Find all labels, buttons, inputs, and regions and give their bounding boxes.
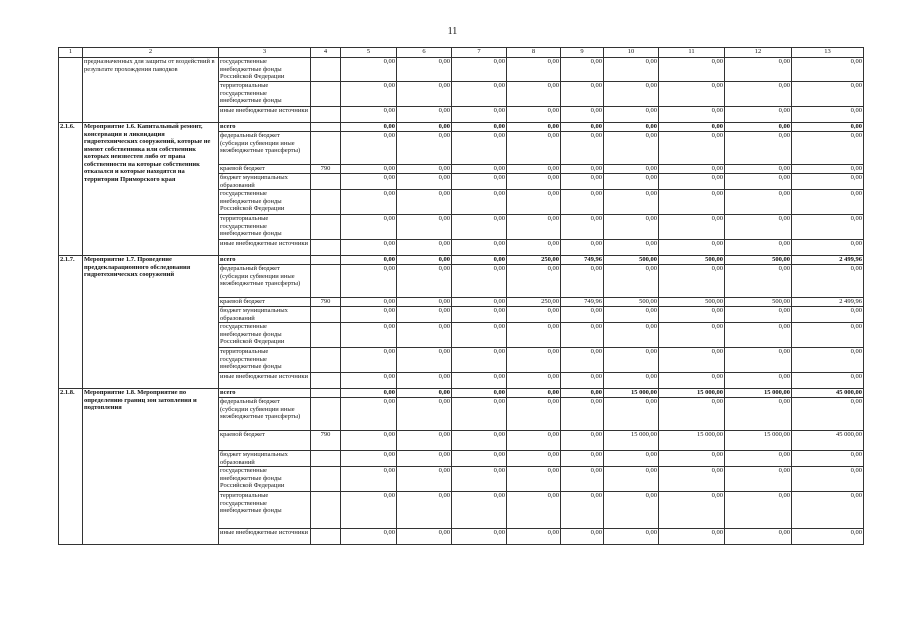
- column-number: 7: [452, 48, 507, 58]
- table-row: [59, 389, 864, 398]
- amount-cell: 0,00: [725, 190, 792, 215]
- column-number: 13: [792, 48, 864, 58]
- amount-cell: 0,00: [341, 215, 397, 240]
- budget-code: [311, 132, 341, 165]
- funding-source: территориальные государственные внебюджетные фонды: [219, 82, 311, 107]
- amount-cell: 0,00: [397, 132, 452, 165]
- amount-cell: 0,00: [452, 451, 507, 467]
- amount-cell: 250,00: [507, 256, 561, 265]
- amount-cell: 0,00: [725, 451, 792, 467]
- table-row: [59, 256, 864, 265]
- amount-cell: 0,00: [397, 307, 452, 323]
- amount-cell: 0,00: [452, 165, 507, 174]
- amount-cell: 2 499,96: [792, 298, 864, 307]
- budget-code: [311, 492, 341, 529]
- amount-cell: 0,00: [507, 123, 561, 132]
- amount-cell: 0,00: [341, 123, 397, 132]
- amount-cell: 500,00: [604, 298, 659, 307]
- budget-code: 790: [311, 431, 341, 451]
- amount-cell: 15 000,00: [725, 389, 792, 398]
- column-number: 1: [59, 48, 83, 58]
- amount-cell: 0,00: [397, 215, 452, 240]
- amount-cell: 0,00: [341, 373, 397, 389]
- amount-cell: 0,00: [341, 298, 397, 307]
- amount-cell: 500,00: [725, 256, 792, 265]
- activity-name: Мероприятие 1.6. Капитальный ремонт, консервация и ликвидация гидротехнических сооружений, которые не имеют собственника или собственник которых неизвестен либо от права собственности на которые собственник отказался и которые находятся на территории Приморского края: [83, 123, 219, 256]
- funding-source: государственные внебюджетные фонды Российской Федерации: [219, 190, 311, 215]
- amount-cell: 0,00: [659, 398, 725, 431]
- funding-source: иные внебюджетные источники: [219, 529, 311, 545]
- amount-cell: 0,00: [397, 398, 452, 431]
- amount-cell: 0,00: [659, 132, 725, 165]
- amount-cell: 0,00: [452, 215, 507, 240]
- amount-cell: 0,00: [792, 174, 864, 190]
- funding-source: бюджет муниципальных образований: [219, 451, 311, 467]
- amount-cell: 0,00: [792, 132, 864, 165]
- amount-cell: 0,00: [604, 323, 659, 348]
- amount-cell: 0,00: [341, 431, 397, 451]
- column-number: 8: [507, 48, 561, 58]
- column-number: 5: [341, 48, 397, 58]
- amount-cell: 0,00: [452, 58, 507, 82]
- amount-cell: 0,00: [341, 107, 397, 123]
- amount-cell: 0,00: [604, 58, 659, 82]
- amount-cell: 0,00: [561, 348, 604, 373]
- funding-source: территориальные государственные внебюджетные фонды: [219, 215, 311, 240]
- amount-cell: 0,00: [341, 82, 397, 107]
- amount-cell: 0,00: [604, 265, 659, 298]
- activity-name: Мероприятие 1.8. Мероприятие по определению границ зон затопления и подтопления: [83, 389, 219, 545]
- funding-source: федеральный бюджет (субсидии субвенции иные межбюджетные трансферты): [219, 265, 311, 298]
- amount-cell: 0,00: [604, 307, 659, 323]
- amount-cell: 0,00: [792, 467, 864, 492]
- amount-cell: 500,00: [725, 298, 792, 307]
- amount-cell: 0,00: [452, 123, 507, 132]
- amount-cell: 0,00: [397, 323, 452, 348]
- amount-cell: 0,00: [507, 58, 561, 82]
- amount-cell: 0,00: [725, 398, 792, 431]
- amount-cell: 0,00: [452, 373, 507, 389]
- funding-source: государственные внебюджетные фонды Российской Федерации: [219, 323, 311, 348]
- amount-cell: 0,00: [725, 529, 792, 545]
- column-number: 11: [659, 48, 725, 58]
- amount-cell: 0,00: [507, 165, 561, 174]
- amount-cell: 0,00: [397, 529, 452, 545]
- amount-cell: 0,00: [792, 82, 864, 107]
- activity-index: 2.1.6.: [59, 123, 83, 256]
- activity-name: Мероприятие 1.7. Проведение преддекларационного обследования гидротехнических сооружений: [83, 256, 219, 389]
- activity-index: 2.1.7.: [59, 256, 83, 389]
- amount-cell: 0,00: [341, 398, 397, 431]
- column-number-row: [59, 48, 864, 58]
- amount-cell: 15 000,00: [659, 431, 725, 451]
- amount-cell: 0,00: [507, 240, 561, 256]
- amount-cell: 15 000,00: [604, 431, 659, 451]
- amount-cell: 0,00: [725, 82, 792, 107]
- amount-cell: 0,00: [659, 240, 725, 256]
- amount-cell: 0,00: [659, 373, 725, 389]
- budget-code: [311, 256, 341, 265]
- amount-cell: 0,00: [507, 529, 561, 545]
- budget-code: [311, 398, 341, 431]
- amount-cell: 0,00: [397, 240, 452, 256]
- amount-cell: 0,00: [561, 398, 604, 431]
- amount-cell: 15 000,00: [725, 431, 792, 451]
- amount-cell: 0,00: [341, 307, 397, 323]
- budget-code: [311, 190, 341, 215]
- amount-cell: 0,00: [452, 529, 507, 545]
- amount-cell: 0,00: [341, 256, 397, 265]
- amount-cell: 0,00: [341, 174, 397, 190]
- budget-table: [58, 47, 864, 545]
- amount-cell: 0,00: [561, 215, 604, 240]
- amount-cell: 0,00: [452, 240, 507, 256]
- amount-cell: 0,00: [561, 323, 604, 348]
- amount-cell: 0,00: [507, 373, 561, 389]
- amount-cell: 0,00: [561, 431, 604, 451]
- amount-cell: 0,00: [659, 323, 725, 348]
- budget-code: [311, 451, 341, 467]
- funding-source: краевой бюджет: [219, 298, 311, 307]
- amount-cell: 0,00: [659, 123, 725, 132]
- amount-cell: 0,00: [604, 467, 659, 492]
- amount-cell: 0,00: [561, 82, 604, 107]
- budget-code: [311, 307, 341, 323]
- amount-cell: 0,00: [507, 398, 561, 431]
- amount-cell: 0,00: [604, 240, 659, 256]
- amount-cell: 0,00: [561, 373, 604, 389]
- amount-cell: 0,00: [452, 256, 507, 265]
- funding-source: государственные внебюджетные фонды Российской Федерации: [219, 58, 311, 82]
- budget-code: [311, 174, 341, 190]
- amount-cell: 0,00: [397, 107, 452, 123]
- amount-cell: 0,00: [397, 492, 452, 529]
- budget-code: [311, 123, 341, 132]
- amount-cell: 0,00: [452, 82, 507, 107]
- amount-cell: 0,00: [792, 451, 864, 467]
- amount-cell: 500,00: [659, 256, 725, 265]
- amount-cell: 0,00: [397, 174, 452, 190]
- amount-cell: 0,00: [561, 492, 604, 529]
- amount-cell: 15 000,00: [604, 389, 659, 398]
- funding-source: краевой бюджет: [219, 431, 311, 451]
- amount-cell: 0,00: [792, 190, 864, 215]
- amount-cell: 0,00: [507, 492, 561, 529]
- amount-cell: 0,00: [792, 529, 864, 545]
- amount-cell: 0,00: [452, 107, 507, 123]
- amount-cell: 45 000,00: [792, 389, 864, 398]
- funding-source: всего: [219, 256, 311, 265]
- amount-cell: 0,00: [792, 492, 864, 529]
- funding-source: федеральный бюджет (субсидии субвенции иные межбюджетные трансферты): [219, 132, 311, 165]
- funding-source: иные внебюджетные источники: [219, 107, 311, 123]
- amount-cell: 0,00: [341, 467, 397, 492]
- amount-cell: 0,00: [659, 190, 725, 215]
- funding-source: территориальные государственные внебюджетные фонды: [219, 492, 311, 529]
- budget-code: [311, 467, 341, 492]
- amount-cell: 0,00: [452, 190, 507, 215]
- amount-cell: 0,00: [561, 174, 604, 190]
- amount-cell: 0,00: [397, 431, 452, 451]
- amount-cell: 0,00: [659, 58, 725, 82]
- column-number: 2: [83, 48, 219, 58]
- amount-cell: 0,00: [561, 529, 604, 545]
- funding-source: иные внебюджетные источники: [219, 240, 311, 256]
- amount-cell: 0,00: [452, 307, 507, 323]
- amount-cell: 0,00: [452, 298, 507, 307]
- amount-cell: 0,00: [561, 389, 604, 398]
- amount-cell: 0,00: [725, 492, 792, 529]
- amount-cell: 0,00: [792, 265, 864, 298]
- funding-source: всего: [219, 389, 311, 398]
- amount-cell: 0,00: [792, 398, 864, 431]
- budget-code: [311, 389, 341, 398]
- amount-cell: 0,00: [725, 307, 792, 323]
- amount-cell: 0,00: [507, 348, 561, 373]
- funding-source: всего: [219, 123, 311, 132]
- funding-source: краевой бюджет: [219, 165, 311, 174]
- amount-cell: 0,00: [792, 107, 864, 123]
- budget-code: [311, 58, 341, 82]
- amount-cell: 0,00: [604, 165, 659, 174]
- amount-cell: 0,00: [397, 389, 452, 398]
- column-number: 9: [561, 48, 604, 58]
- amount-cell: 0,00: [725, 174, 792, 190]
- amount-cell: 0,00: [561, 190, 604, 215]
- budget-code: 790: [311, 165, 341, 174]
- amount-cell: 0,00: [397, 451, 452, 467]
- amount-cell: 0,00: [561, 467, 604, 492]
- table-body: [59, 48, 864, 545]
- amount-cell: 0,00: [341, 132, 397, 165]
- amount-cell: 0,00: [659, 348, 725, 373]
- column-number: 10: [604, 48, 659, 58]
- amount-cell: 0,00: [397, 298, 452, 307]
- amount-cell: 0,00: [507, 265, 561, 298]
- amount-cell: 0,00: [452, 323, 507, 348]
- amount-cell: 0,00: [341, 240, 397, 256]
- amount-cell: 0,00: [659, 107, 725, 123]
- amount-cell: 0,00: [507, 215, 561, 240]
- amount-cell: 0,00: [659, 82, 725, 107]
- amount-cell: 0,00: [659, 307, 725, 323]
- amount-cell: 0,00: [725, 215, 792, 240]
- amount-cell: 0,00: [452, 492, 507, 529]
- amount-cell: 0,00: [507, 107, 561, 123]
- amount-cell: 0,00: [452, 398, 507, 431]
- amount-cell: 0,00: [604, 373, 659, 389]
- amount-cell: 0,00: [561, 307, 604, 323]
- amount-cell: 0,00: [659, 467, 725, 492]
- amount-cell: 749,96: [561, 298, 604, 307]
- amount-cell: 0,00: [659, 215, 725, 240]
- amount-cell: 0,00: [659, 174, 725, 190]
- amount-cell: 500,00: [604, 256, 659, 265]
- amount-cell: 0,00: [725, 107, 792, 123]
- amount-cell: 0,00: [604, 107, 659, 123]
- amount-cell: 45 000,00: [792, 431, 864, 451]
- amount-cell: 0,00: [452, 467, 507, 492]
- column-number: 3: [219, 48, 311, 58]
- budget-code: [311, 82, 341, 107]
- amount-cell: 0,00: [507, 467, 561, 492]
- amount-cell: 0,00: [792, 307, 864, 323]
- budget-code: [311, 107, 341, 123]
- budget-code: [311, 323, 341, 348]
- amount-cell: 15 000,00: [659, 389, 725, 398]
- amount-cell: 0,00: [452, 431, 507, 451]
- amount-cell: 0,00: [341, 58, 397, 82]
- amount-cell: 0,00: [452, 132, 507, 165]
- budget-code: [311, 265, 341, 298]
- amount-cell: 0,00: [341, 323, 397, 348]
- amount-cell: 0,00: [792, 348, 864, 373]
- amount-cell: 0,00: [341, 265, 397, 298]
- activity-name: предназначенных для защиты от воздействий в результате прохождения паводков: [83, 58, 219, 123]
- amount-cell: 749,96: [561, 256, 604, 265]
- amount-cell: 0,00: [604, 529, 659, 545]
- amount-cell: 0,00: [397, 58, 452, 82]
- amount-cell: 0,00: [507, 451, 561, 467]
- amount-cell: 0,00: [397, 265, 452, 298]
- funding-source: федеральный бюджет (субсидии субвенции иные межбюджетные трансферты): [219, 398, 311, 431]
- amount-cell: 0,00: [725, 373, 792, 389]
- amount-cell: 0,00: [561, 265, 604, 298]
- amount-cell: 0,00: [792, 215, 864, 240]
- amount-cell: 0,00: [725, 165, 792, 174]
- column-number: 12: [725, 48, 792, 58]
- amount-cell: 0,00: [507, 190, 561, 215]
- amount-cell: 0,00: [725, 323, 792, 348]
- amount-cell: 0,00: [659, 265, 725, 298]
- amount-cell: 0,00: [341, 165, 397, 174]
- amount-cell: 0,00: [561, 58, 604, 82]
- amount-cell: 0,00: [604, 132, 659, 165]
- amount-cell: 0,00: [725, 467, 792, 492]
- budget-code: [311, 215, 341, 240]
- amount-cell: 0,00: [792, 373, 864, 389]
- amount-cell: 0,00: [507, 431, 561, 451]
- budget-code: [311, 373, 341, 389]
- amount-cell: 0,00: [507, 307, 561, 323]
- amount-cell: 0,00: [397, 348, 452, 373]
- amount-cell: 0,00: [507, 323, 561, 348]
- amount-cell: 0,00: [792, 58, 864, 82]
- amount-cell: 0,00: [604, 451, 659, 467]
- amount-cell: 0,00: [561, 165, 604, 174]
- amount-cell: 0,00: [397, 82, 452, 107]
- amount-cell: 0,00: [341, 492, 397, 529]
- amount-cell: 0,00: [452, 265, 507, 298]
- amount-cell: 0,00: [507, 132, 561, 165]
- amount-cell: 0,00: [604, 190, 659, 215]
- table-row: [59, 123, 864, 132]
- budget-code: [311, 348, 341, 373]
- amount-cell: 0,00: [604, 215, 659, 240]
- amount-cell: 0,00: [561, 107, 604, 123]
- amount-cell: 0,00: [341, 451, 397, 467]
- funding-source: государственные внебюджетные фонды Российской Федерации: [219, 467, 311, 492]
- amount-cell: 0,00: [725, 123, 792, 132]
- amount-cell: 0,00: [725, 132, 792, 165]
- amount-cell: 0,00: [604, 123, 659, 132]
- budget-code: [311, 529, 341, 545]
- amount-cell: 0,00: [725, 348, 792, 373]
- amount-cell: 0,00: [397, 256, 452, 265]
- amount-cell: 0,00: [604, 82, 659, 107]
- amount-cell: 0,00: [561, 240, 604, 256]
- amount-cell: 0,00: [561, 451, 604, 467]
- amount-cell: 0,00: [792, 240, 864, 256]
- amount-cell: 0,00: [341, 389, 397, 398]
- amount-cell: 0,00: [341, 529, 397, 545]
- amount-cell: 500,00: [659, 298, 725, 307]
- amount-cell: 0,00: [397, 165, 452, 174]
- amount-cell: 0,00: [452, 348, 507, 373]
- amount-cell: 0,00: [659, 165, 725, 174]
- amount-cell: 0,00: [659, 451, 725, 467]
- activity-index: 2.1.8.: [59, 389, 83, 545]
- amount-cell: 0,00: [792, 123, 864, 132]
- amount-cell: 0,00: [561, 123, 604, 132]
- budget-code: 790: [311, 298, 341, 307]
- amount-cell: 0,00: [452, 174, 507, 190]
- amount-cell: 0,00: [397, 467, 452, 492]
- amount-cell: 0,00: [792, 323, 864, 348]
- amount-cell: 0,00: [397, 373, 452, 389]
- budget-code: [311, 240, 341, 256]
- amount-cell: 0,00: [604, 492, 659, 529]
- amount-cell: 0,00: [792, 165, 864, 174]
- amount-cell: 2 499,96: [792, 256, 864, 265]
- column-number: 6: [397, 48, 452, 58]
- funding-source: бюджет муниципальных образований: [219, 307, 311, 323]
- amount-cell: 0,00: [507, 82, 561, 107]
- page-number: 11: [447, 26, 458, 37]
- amount-cell: 0,00: [397, 190, 452, 215]
- funding-source: иные внебюджетные источники: [219, 373, 311, 389]
- amount-cell: 0,00: [604, 174, 659, 190]
- amount-cell: 0,00: [397, 123, 452, 132]
- amount-cell: 0,00: [659, 529, 725, 545]
- amount-cell: 0,00: [452, 389, 507, 398]
- funding-source: бюджет муниципальных образований: [219, 174, 311, 190]
- amount-cell: 0,00: [561, 132, 604, 165]
- amount-cell: 0,00: [507, 389, 561, 398]
- amount-cell: 0,00: [604, 398, 659, 431]
- amount-cell: 0,00: [507, 174, 561, 190]
- amount-cell: 0,00: [659, 492, 725, 529]
- funding-source: территориальные государственные внебюджетные фонды: [219, 348, 311, 373]
- activity-index: [59, 58, 83, 123]
- amount-cell: 250,00: [507, 298, 561, 307]
- amount-cell: 0,00: [341, 190, 397, 215]
- column-number: 4: [311, 48, 341, 58]
- amount-cell: 0,00: [341, 348, 397, 373]
- amount-cell: 0,00: [725, 58, 792, 82]
- amount-cell: 0,00: [725, 240, 792, 256]
- table-row: [59, 58, 864, 82]
- amount-cell: 0,00: [725, 265, 792, 298]
- amount-cell: 0,00: [604, 348, 659, 373]
